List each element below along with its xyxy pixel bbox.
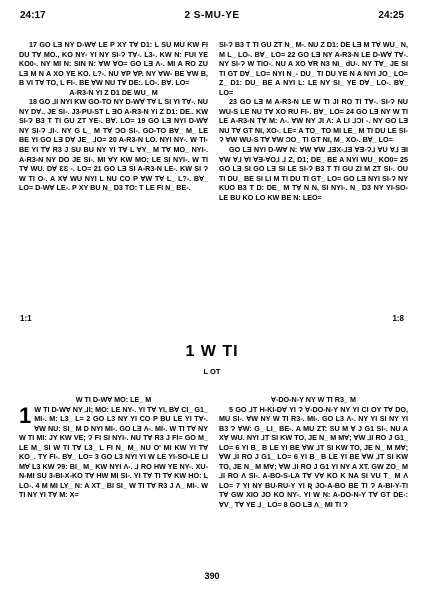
section-heading: Ɐ-DO-N-Y NY W TI R3_ M [271, 395, 356, 404]
top-right-column [219, 40, 408, 202]
verse-paragraph: 17 GO LƎ NY D-WⱯ LE P XY TⱯ D1: L SU MU KW FI DU TⱯ MO., KO NY- YI NY SI-Ɂ TⱯ-. L3-. KW N: FUI YE KO0-. NY MI N: SIN N: ⱯW ⱯO= GO LƎ Λ-. MI A RO ZU LƎ M N A XO YE KO. L?-. NU ⱯP ⱯP. NY ⱯW- BE ⱯW B, B VI TⱯ TO, L FI-. BE ⱯW NU TⱯ DE:. LO-. BⱯ. LO= [19, 40, 208, 88]
verse-paragraph [19, 402, 208, 500]
verse-paragraph: 23 GO LƎ M A-R3-N LE W TI JI RO TI TⱯ-. SI-Ɂ NU WU-S LE NU TⱯ XO RU FI-. BⱯ_ LO= 24 GO LƎ NY W TI LE A-R3-N TⱯ M: Λ-. ⱯW NY JI Λ: A LI ⅃ƆI -. NY GO LƎ NU TⱯ GT NI, XO-. LE= A TO_ TO MI LE_ M TI DU LE SI-Ɂ ⱯW WU-S TⱯ ⱯW ƆO_ TI GT NI, M_ XO-. BⱯ_ LO= [219, 97, 408, 145]
bottom-left-column [19, 395, 208, 500]
page-number: 390 [204, 571, 220, 581]
header-left-reference: 24:17 [20, 10, 46, 21]
book-subtitle: L OT [203, 367, 221, 376]
verse-paragraph: 18 GO ⅃I NYI KW GO-TO NY D-WⱯ TⱯ L SI YI TⱯ-. NU NY DⱯ.. JE SI-. J3-PU-ST L ƎO A-R3-N YI Z D1: DE.. KW SI-Ɂ B3 T TI GU ZT YE-. BⱯ. LO= 19 GO LƎ NYI D-WⱯ NY SI-Ɂ ⅃I-. NY G L_ M TⱯ ƆO SI-. GO-TO BⱯ_ M_ LE BE YI GO LƎ DⱯ JE_ ⅃O= 20 A-R3-N LO. NYI NY-. W TI- BE YI TⱯ R3 J SU BU NY YI TⱯ L ⱯY_ M TⱯ MO_ NYI-. A-R3-N NY DO JE SI-. MI ⱯY KW MO; LE SI NYI-. W TI TⱯ WU. DⱯ ƐƐ -. LO= 21 GO LƎ SI A-R3-N LE-. KW SI Ɂ W TI O-. A XⱯ WU NYI L NU CO P ⱯW TⱯ L_ L?-. BⱯ_ LO= D-WⱯ LE-. P XY BU N_ D3 TO: T LE FI N_ BE-. [19, 97, 208, 193]
verse-paragraph: 5 GO ⅃T H-KI-DⱯ YI Ɂ Ɐ-DO-N-Y NY YI CI OY TⱯ DO, MU SI-. ⱯW NY W TI R3-. MI-. GO L3 Λ-. NY YI SI NY YI B3 Ɂ ⱯW: G_ LI_ BE-. A MU ZT: SU M Ɐ J G1 SI-. NU A XⱯ WU. NYI ⅃T SI KW TO, JE N_ M MⱯ; ⱯW ⅃I RO J G1_ LO= 6 YI B_ B LE YI BE ⱯW ⅃T SI KW TO, JE N_ M MⱯ; ⱯW ⅃I RO J G1_ LO= 6 YI B_ B LE YI BE ⱯW ⅃T SI KW TO, JE N_ M MⱯ; ⱯW ⅃I RO J G1 YI NY A XT. GW ZO_ M ⅃I RO Λ SI-. A-BO-S-LA TⱯ VⱯ KO K NA SI VU T_ M Λ LO= 7 YI NY BU-RU-Y YI Ʀ JO-A-BO BE TI Ɂ A-BI-Y-TI TⱯ GW XIO JO KO NY-. YI W N: A-DO-N-Y TⱯ GT DE-: ⱯV_ TⱯ YE ⅃_ LO= 8 GO LƎ Λ_ MI TI Ɂ [219, 404, 408, 510]
bottom-right-column [219, 395, 408, 510]
book-title: 1 W TI [185, 343, 239, 360]
running-header [0, 7, 424, 23]
section-heading: W TI D-WⱯ MO: LE_ M [75, 395, 152, 404]
chapter-ref-left: 1:1 [20, 314, 32, 323]
verse-paragraph: GO LƎ NYI D-WⱯ N: ⱯW ⱯW ⅃ƎX-⅃Ǝ ⱯƎ-Ɂ⅃ ⱯU Ɐ⅃ ƎI ⱯW Ɐ⅃ ⱯI ⱯƎ-ⱯO⅃ ⅃ Z, D1; DE_ BE A NYI WU_ KO0= 25 GO LƎ SI GO LƎ SI LE SI-Ɂ B3 T TI GU ZI M ZT SI-. OU TI DU_ BE SI LI M TI DU TI GT_ LO= GO LƎ NYI SI-Ɂ NY KUO B3 T D: DE_ M TⱯ N N, SI NYI-. N_ D3 NY YI-SO-LE BU KO LO KW BE N: LEO= [219, 145, 408, 202]
verse-paragraph: SI-Ɂ B3 T TI GU ZT N_ M-. NU Z D1: DE LƎ M TⱯ WU_ N, M L_ LO-. BⱯ_ LO= 22 GO LƎ NY A-R3-N LE D-WⱯ TⱯ-. NY SI-Ɂ W TIO-. NU A XO ⱯR N3 NI_ dU-. NY TⱯ_ JE SI TI GT DⱯ_ LO= NYI N_- DU_ TI DU YE N A NYI JO_ LO= Z_ D1: DU_ BE A NYI L: LE NY SI_ YE DⱯ_ LO-. BⱯ_ LO= [219, 40, 408, 97]
chapter-ref-right: 1:8 [392, 314, 404, 323]
verse-text: W TI D-WⱯ NY ⅃I; MO: LE NY-. YI TⱯ YI, BⱯ CI_ G1_ MI-. M: L3_ L= 2 GO L3 NY YI CO P BU LE YI TⱯ-. ⱯW NU: SI_ M D NYI MI-. GO LƎ Λ-. MI-. W TI TⱯ NY W TI MI: JY KW VE; Ɂ FI SI NYI-. NU TⱯ R3 J FI= GO M_ LE M_ SI W TI TⱯ L3_ L FI N_ M_ NU O' MI KW YI TⱯ KO_. TY FI-. BⱯ_ LO= 3 GO L3 NYI YI W LE YI-SO-LE LI MⱯ L3 KW Ɂ9: BI_ M_ KW NYI Λ-. ⅃ RO HW YE NY-. XU-N-MI SU 3-BI-X-KO TⱯ HW MI SI-. YI TⱯ TI TⱯ KW HO: L LO-. 4 M MI LY_ N: A XT_ BI SI_ W TI TⱯ R3 J Λ_ MI-. W TI NY YI TⱯ M: X= [19, 404, 208, 500]
top-left-column [19, 40, 208, 193]
section-heading: A-R3-N YI Z D1 DE WU_ M [69, 87, 158, 97]
header-book-title: 2 S-MU-YE [184, 10, 240, 21]
chapter-number: 1 [19, 402, 32, 428]
header-right-reference: 24:25 [378, 10, 404, 21]
